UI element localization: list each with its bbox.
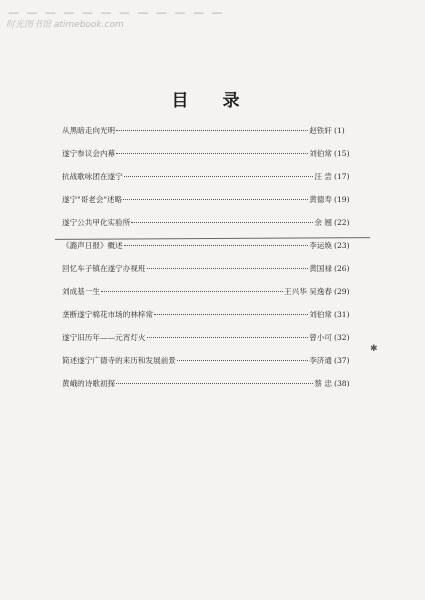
toc-entry-title: 遂宁旧历年——元宵灯火 [62, 333, 146, 342]
toc-entry [62, 194, 362, 217]
dot-leader [124, 245, 308, 246]
toc-entry-page: (15) [334, 149, 350, 158]
dot-leader [131, 222, 313, 223]
toc-entry [62, 378, 362, 401]
toc-entry [62, 125, 362, 148]
toc-entry-title: 垄断遂宁棉花市场的林梓常 [62, 310, 154, 319]
toc-entry-author: 余 翘 [314, 218, 332, 227]
toc-entry-author: 蔡 忠 [314, 379, 332, 388]
toc-entry-author: 刘伯常 [309, 310, 332, 319]
toc-entry [62, 263, 362, 286]
toc-entry-page: (32) [334, 333, 350, 342]
toc-entry-title: 遂宁公共甲化实验所 [62, 218, 131, 227]
toc-entry-page: (37) [334, 356, 350, 365]
dot-leader [116, 130, 308, 131]
toc-entry-title: 抗战歌咏团在遂宁 [62, 172, 123, 181]
dot-leader [147, 337, 309, 338]
toc-entry-page: (19) [334, 195, 350, 204]
toc-entry-title: 黄峨的诗歌初探 [62, 379, 116, 388]
dot-leader [116, 153, 308, 154]
toc-entry-author: 刘伯常 [309, 149, 332, 158]
dot-leader [116, 383, 313, 384]
toc-entry-page: (26) [334, 264, 350, 273]
toc-entry-page: (22) [334, 218, 350, 227]
toc-entry [62, 240, 362, 263]
toc-entry-author: 黄德寿 [309, 195, 332, 204]
toc-entry-page: (17) [334, 172, 350, 181]
page-title: 目 录 [171, 91, 254, 111]
toc-entry-page: (31) [334, 310, 350, 319]
toc-entry-author: 王兴华 吴逸春 [284, 287, 332, 296]
toc-entry-title: 回忆车子镇在遂宁办视班 [62, 264, 146, 273]
toc-entry [62, 171, 362, 194]
toc-entry [62, 355, 362, 378]
toc-entry-title: 简述遂宁广德寺的来历和发展前景 [62, 356, 176, 365]
toc-entry-author: 黄国禄 [309, 264, 332, 273]
toc-entry [62, 332, 362, 355]
toc-entry-page: (23) [334, 241, 350, 250]
ink-spot-mark: ✱ [370, 344, 378, 354]
toc-entry-author: 李济通 [309, 356, 332, 365]
dot-leader [154, 314, 308, 315]
watermark-dashes: — — — — — — — — — — — — [8, 6, 225, 19]
dot-leader [124, 176, 314, 177]
toc-entry [62, 286, 362, 309]
dot-leader [177, 360, 308, 361]
toc-entry-title: 从黑暗走向光明 [62, 126, 116, 135]
toc-entry-author: 赵铁轩 [309, 126, 332, 135]
table-of-contents [62, 125, 362, 401]
dot-leader [101, 291, 283, 292]
dot-leader [147, 268, 309, 269]
toc-entry-title: 《潞声日报》概述 [62, 241, 123, 250]
toc-entry-page: (29) [334, 287, 350, 296]
dot-leader [123, 199, 308, 200]
toc-entry [62, 148, 362, 171]
watermark [0, 6, 230, 30]
watermark-text: 时光图书馆 atimebook.com [6, 20, 124, 30]
toc-entry [62, 309, 362, 332]
toc-entry-author: 曾小可 [309, 333, 332, 342]
toc-entry-title: 遂宁参议会内幕 [62, 149, 116, 158]
toc-entry-page: (38) [334, 379, 350, 388]
toc-entry-page: (1) [334, 126, 345, 135]
toc-entry-author: 汪 尝 [314, 172, 332, 181]
toc-entry-author: 李运焕 [309, 241, 332, 250]
toc-entry-title: 遂宁"哥老会"述略 [62, 195, 123, 204]
toc-entry-title: 刘成基一生 [62, 287, 100, 296]
